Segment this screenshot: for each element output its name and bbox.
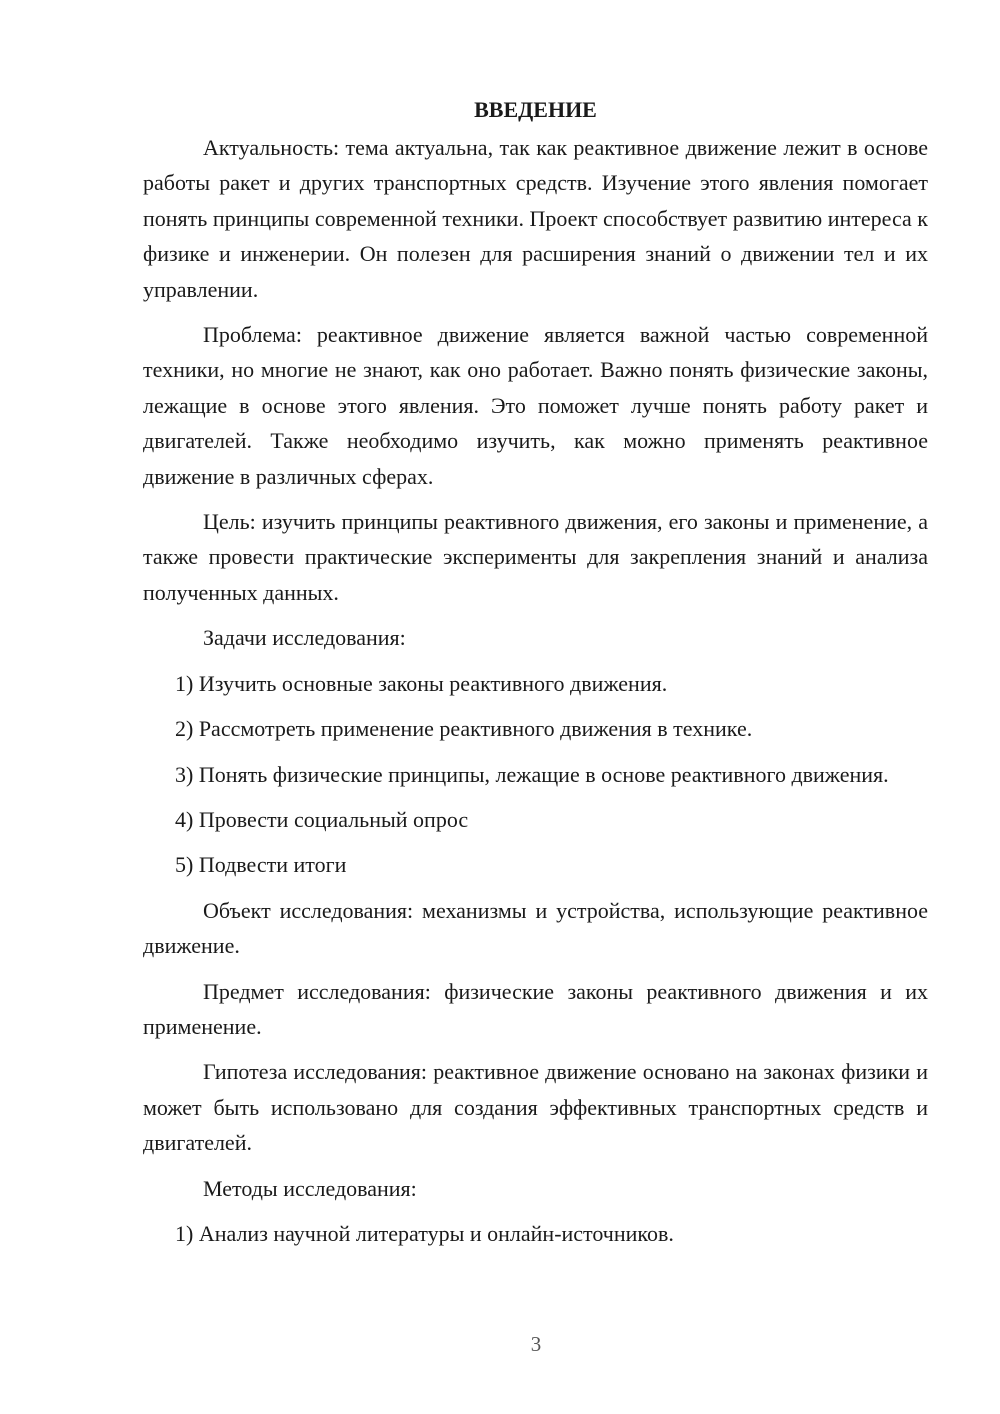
document-page (143, 92, 928, 1261)
tasks-title: Задачи исследования: (203, 625, 406, 651)
task-item-4: 4) Провести социальный опрос (175, 806, 469, 832)
object-paragraph: Объект исследования: механизмы и устройства, использующие реактивное движение. (143, 897, 928, 959)
page-number: 3 (530, 1332, 542, 1356)
task-item-1: 1) Изучить основные законы реактивного движения. (175, 670, 668, 696)
task-item-3: 3) Понять физические принципы, лежащие в основе реактивного движения. (175, 761, 889, 787)
method-item-1: 1) Анализ научной литературы и онлайн-источников. (175, 1220, 674, 1246)
hypothesis-paragraph: Гипотеза исследования: реактивное движение основано на законах физики и может быть использовано для создания эффективных транспортных средств и двигателей. (143, 1059, 928, 1156)
methods-title: Методы исследования: (203, 1175, 417, 1201)
task-item-2: 2) Рассмотреть применение реактивного движения в технике. (175, 716, 753, 742)
subject-paragraph: Предмет исследования: физические законы реактивного движения и их применение. (143, 978, 928, 1039)
relevance-paragraph: Актуальность: тема актуальна, так как реактивное движение лежит в основе работы ракет и других транспортных средств. Изучение этого явления помогает понять принципы современной техники. Проект способствует развитию интереса к физике и инженерии. Он полезен для расширения знаний о движении тел и их управлении. (143, 135, 928, 302)
goal-paragraph: Цель: изучить принципы реактивного движения, его законы и применение, а также провести практические эксперименты для закрепления знаний и анализа полученных данных. (143, 509, 928, 605)
problem-paragraph: Проблема: реактивное движение является важной частью современной техники, но многие не знают, как оно работает. Важно понять физические законы, лежащие в основе этого явления. Это поможет лучше понять работу ракет и двигателей. Также необходимо изучить, как можно применять реактивное движение в различных сферах. (143, 322, 928, 489)
task-item-5: 5) Подвести итоги (175, 852, 347, 878)
section-heading: ВВЕДЕНИЕ (474, 97, 597, 122)
